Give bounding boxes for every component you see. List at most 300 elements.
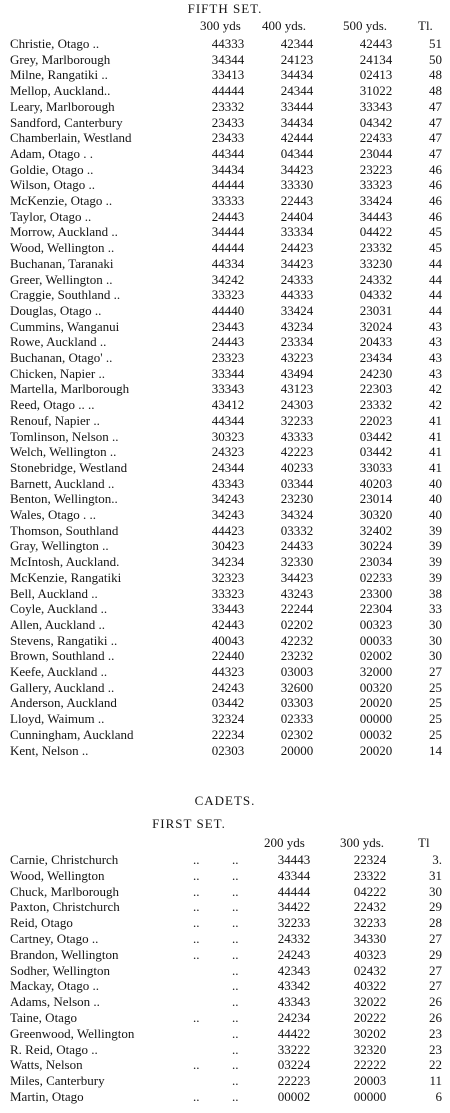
score-300: 23433 [211,130,245,146]
competitor-name: McKenzie, Otago .. [10,193,113,208]
total-score: 44 [429,302,442,318]
table-row [0,130,450,146]
table-row [0,115,450,131]
competitor-name: Wood, Wellington .. [10,240,115,256]
total-score: 42 [429,397,442,413]
fifth-col-500: 500 yds. [343,18,388,33]
total-score: 28 [429,915,442,931]
total-score: 41 [429,444,442,460]
score-500: 23300 [359,585,393,601]
total-score: 44 [429,271,442,287]
score-300: 34243 [211,507,245,522]
score-300: 40322 [353,978,387,994]
score-300: 23322 [353,867,387,883]
leader-dots: .. [193,1010,200,1025]
competitor-name: Gallery, Auckland .. [10,679,115,695]
total-score: 30 [429,616,442,632]
score-300: 44333 [211,36,245,51]
competitor-name: Watts, Nelson [10,1057,83,1073]
competitor-name: Sodher, Wellington [10,962,111,978]
table-row [0,868,450,884]
competitor-name: Wales, Otago . .. [10,507,96,522]
score-400: 03003 [280,664,314,679]
score-200: 32233 [277,915,311,931]
score-400: 22443 [280,193,314,208]
score-200: 33222 [277,1041,311,1057]
score-300: 02303 [211,742,245,758]
score-300: 34243 [211,491,245,507]
score-300: 32323 [211,569,245,585]
competitor-name: Cartney, Otago .. [10,931,99,946]
score-300: 30323 [211,428,245,444]
score-400: 20000 [280,742,314,758]
total-score: 30 [429,883,442,899]
total-score: 46 [429,193,442,208]
leader-dots: .. [232,946,239,962]
leader-dots: .. [232,994,239,1010]
score-400: 24344 [280,83,314,99]
table-row [0,460,450,476]
competitor-name: Barnett, Auckland .. [10,475,115,491]
score-200: 00002 [277,1089,311,1104]
score-500: 22433 [359,130,393,146]
table-row [0,538,450,554]
score-300: 22440 [211,648,245,664]
total-score: 26 [429,994,442,1010]
leader-dots: .. [193,1057,200,1073]
score-500: 33323 [359,177,393,193]
total-score: 33 [429,601,442,617]
score-400: 33330 [280,177,314,193]
score-300: 24323 [211,444,245,460]
competitor-name: Greer, Wellington .. [10,271,113,287]
score-400: 33444 [280,98,314,114]
score-300: 34242 [211,271,245,287]
score-300: 20222 [353,1010,387,1025]
table-row [0,633,450,649]
score-400: 22244 [280,601,314,617]
table-row [0,931,450,947]
total-score: 22 [429,1057,442,1073]
score-400: 34324 [280,507,314,522]
score-500: 02413 [359,67,393,83]
score-400: 33424 [280,302,314,318]
score-500: 32402 [359,522,393,538]
score-300: 43343 [211,475,245,491]
competitor-name: Reid, Otago [10,915,73,931]
score-400: 33334 [280,224,314,240]
table-row [0,947,450,963]
competitor-name: Milne, Rangatiki .. [10,67,108,83]
table-row [0,1042,450,1058]
competitor-name: Douglas, Otago .. [10,302,102,318]
score-300: 23433 [211,114,245,130]
score-300: 24443 [211,334,245,350]
competitor-name: Paxton, Christchurch [10,899,120,915]
competitor-name: Taine, Otago [10,1010,77,1025]
leader-dots: .. [193,867,200,883]
table-row [0,146,450,162]
score-300: 34330 [353,931,387,946]
competitor-name: Wilson, Otago .. [10,177,96,193]
score-300: 33413 [211,67,245,83]
score-400: 24423 [280,240,314,256]
score-400: 23334 [280,334,314,350]
competitor-name: Brown, Southland .. [10,648,115,664]
competitor-name: Miles, Canterbury [10,1073,105,1089]
table-row [0,350,450,366]
competitor-name: Goldie, Otago .. [10,161,94,177]
score-400: 32330 [280,554,314,570]
total-score: 45 [429,224,442,240]
table-row [0,978,450,994]
score-300: 32233 [353,915,387,931]
score-400: 34423 [280,161,314,177]
leader-dots: .. [193,915,200,931]
score-300: 30202 [353,1025,387,1041]
table-row [0,319,450,335]
leader-dots: .. [193,946,200,962]
score-500: 30320 [359,507,393,522]
table-row [0,570,450,586]
score-300: 33323 [211,585,245,601]
table-row [0,224,450,240]
competitor-name: Martella, Marlborough [10,381,130,397]
competitor-name: Kent, Nelson .. [10,742,89,758]
table-row [0,523,450,539]
score-200: 34422 [277,899,311,915]
score-500: 04422 [359,224,393,240]
competitor-name: Thomson, Southland [10,522,119,538]
score-500: 00033 [359,632,393,648]
table-row [0,899,450,915]
score-200: 24234 [277,1010,311,1025]
score-300: 40323 [353,946,387,962]
cadets-col-200: 200 yds [264,835,305,850]
score-500: 20020 [359,695,393,711]
total-score: 26 [429,1010,442,1025]
competitor-name: Coyle, Auckland .. [10,601,108,617]
fifth-set-title: FIFTH SET. [187,1,263,16]
total-score: 43 [429,318,442,334]
score-400: 43494 [280,365,314,381]
leader-dots: .. [232,915,239,931]
score-500: 03442 [359,444,393,460]
score-300: 22222 [353,1057,387,1073]
table-row [0,366,450,382]
total-score: 27 [429,978,442,994]
table-row [0,413,450,429]
competitor-name: Cummins, Wanganui [10,318,120,334]
competitor-name: Welch, Wellington .. [10,444,117,460]
table-row [0,1026,450,1042]
total-score: 29 [429,946,442,962]
score-400: 02202 [280,616,314,632]
score-300: 44334 [211,255,245,271]
total-score: 25 [429,711,442,727]
leader-dots: .. [232,931,239,946]
table-row [0,695,450,711]
competitor-name: Wood, Wellington [10,867,105,883]
score-200: 03224 [277,1057,311,1073]
score-500: 33033 [359,459,393,475]
score-400: 24433 [280,538,314,554]
competitor-name: Taylor, Otago .. [10,208,92,224]
score-400: 34434 [280,67,314,83]
total-score: 41 [429,428,442,444]
score-300: 34444 [211,224,245,240]
score-300: 22432 [353,899,387,915]
table-row [0,1089,450,1105]
total-score: 44 [429,287,442,303]
table-row [0,83,450,99]
competitor-name: Lloyd, Waimum .. [10,711,105,727]
score-300: 44323 [211,664,245,679]
competitor-name: Stonebridge, Westland [10,459,128,475]
table-row [0,915,450,931]
competitor-name: Leary, Marlborough [10,98,115,114]
competitor-name: Greenwood, Wellington [10,1025,135,1041]
score-400: 42444 [280,130,314,146]
table-row [0,193,450,209]
table-row [0,36,450,52]
score-300: 00000 [353,1089,387,1104]
score-400: 42232 [280,632,314,648]
score-200: 43342 [277,978,311,994]
score-500: 20433 [359,334,393,350]
score-400: 42344 [280,36,314,51]
total-score: 46 [429,161,442,177]
competitor-name: Christie, Otago .. [10,36,100,51]
table-row [0,397,450,413]
score-400: 03332 [280,522,314,538]
score-400: 03344 [280,475,314,491]
table-row [0,1073,450,1089]
score-200: 43343 [277,994,311,1010]
table-row [0,711,450,727]
score-500: 04342 [359,114,393,130]
score-300: 32320 [353,1041,387,1057]
competitor-name: Buchanan, Taranaki [10,255,114,271]
total-score: 43 [429,365,442,381]
table-row [0,586,450,602]
score-400: 43333 [280,428,314,444]
score-300: 44444 [211,83,245,99]
score-500: 33424 [359,193,393,208]
total-score: 40 [429,491,442,507]
competitor-name: Chuck, Marlborough [10,883,120,899]
total-score: 46 [429,177,442,193]
score-300: 40043 [211,632,245,648]
total-score: 27 [429,962,442,978]
score-500: 23044 [359,145,393,161]
table-row [0,444,450,460]
table-row [0,303,450,319]
score-400: 43234 [280,318,314,334]
leader-dots: .. [232,978,239,994]
competitor-name: Adams, Nelson .. [10,994,100,1010]
leader-dots: .. [232,883,239,899]
total-score: 39 [429,554,442,570]
leader-dots: .. [232,1041,239,1057]
score-300: 34434 [211,161,245,177]
score-400: 24123 [280,51,314,67]
table-row [0,727,450,743]
score-500: 22304 [359,601,393,617]
score-300: 24443 [211,208,245,224]
total-score: 46 [429,208,442,224]
score-300: 44444 [211,177,245,193]
leader-dots: .. [193,899,200,915]
competitor-name: Morrow, Auckland .. [10,224,118,240]
score-500: 02233 [359,569,393,585]
table-row [0,272,450,288]
total-score: 41 [429,459,442,475]
table-row [0,240,450,256]
score-500: 23014 [359,491,393,507]
score-400: 02302 [280,726,314,742]
competitor-name: Cunningham, Auckland [10,726,134,742]
competitor-name: Brandon, Wellington [10,946,119,962]
score-400: 23232 [280,648,314,664]
score-400: 43243 [280,585,314,601]
score-500: 32000 [359,664,393,679]
score-500: 23031 [359,302,393,318]
total-score: 27 [429,664,442,679]
score-300: 44444 [211,240,245,256]
score-500: 40203 [359,475,393,491]
total-score: 43 [429,334,442,350]
cadets-col-300: 300 yds. [340,835,385,850]
table-row [0,334,450,350]
table-row [0,52,450,68]
score-300: 23323 [211,350,245,365]
total-score: 23 [429,1041,442,1057]
score-400: 40233 [280,459,314,475]
leader-dots: .. [193,883,200,899]
score-300: 44344 [211,145,245,161]
leader-dots: .. [232,867,239,883]
score-200: 34443 [277,852,311,867]
score-500: 23332 [359,240,393,256]
score-400: 32233 [280,412,314,428]
leader-dots: .. [232,899,239,915]
table-row [0,162,450,178]
total-score: 40 [429,475,442,491]
leader-dots: .. [232,962,239,978]
score-300: 32022 [353,994,387,1010]
score-300: 44344 [211,412,245,428]
table-row [0,1010,450,1026]
table-row [0,256,450,272]
score-500: 34443 [359,208,393,224]
score-500: 33343 [359,98,393,114]
fifth-col-total: Tl. [418,18,433,33]
score-200: 43344 [277,867,311,883]
competitor-name: Carnie, Christchurch [10,852,119,867]
competitor-name: Grey, Marlborough [10,51,111,67]
total-score: 47 [429,145,442,161]
score-500: 23034 [359,554,393,570]
table-row [0,429,450,445]
score-300: 33344 [211,365,245,381]
competitor-name: Tomlinson, Nelson .. [10,428,119,444]
total-score: 27 [429,931,442,946]
leader-dots: .. [232,1025,239,1041]
score-500: 02002 [359,648,393,664]
competitor-name: Martin, Otago [10,1089,84,1104]
score-500: 00032 [359,726,393,742]
table-row [0,287,450,303]
table-row [0,994,450,1010]
competitor-name: Stevens, Rangatiki .. [10,632,118,648]
table-row [0,554,450,570]
competitor-name: Gray, Wellington .. [10,538,109,554]
total-score: 47 [429,114,442,130]
table-row [0,99,450,115]
score-500: 03442 [359,428,393,444]
total-score: 51 [429,36,442,51]
leader-dots: .. [232,1010,239,1025]
total-score: 48 [429,67,442,83]
score-400: 34423 [280,569,314,585]
score-300: 32324 [211,711,245,727]
score-200: 44422 [277,1025,311,1041]
score-500: 24134 [359,51,393,67]
leader-dots: .. [193,1089,200,1104]
score-400: 32600 [280,679,314,695]
score-300: 34344 [211,51,245,67]
table-row [0,1057,450,1073]
score-400: 02333 [280,711,314,727]
score-400: 24303 [280,397,314,413]
total-score: 23 [429,1025,442,1041]
table-row [0,617,450,633]
total-score: 50 [429,51,442,67]
score-200: 24332 [277,931,311,946]
competitor-name: Sandford, Canterbury [10,114,123,130]
competitor-name: Keefe, Auckland .. [10,664,108,679]
total-score: 42 [429,381,442,397]
total-score: 25 [429,695,442,711]
competitor-name: Rowe, Auckland .. [10,334,107,350]
score-500: 00323 [359,616,393,632]
table-row [0,177,450,193]
score-300: 24243 [211,679,245,695]
competitor-name: Chamberlain, Westland [10,130,132,146]
table-row [0,476,450,492]
score-300: 23443 [211,318,245,334]
score-400: 44333 [280,287,314,303]
leader-dots: .. [232,1057,239,1073]
score-200: 24243 [277,946,311,962]
table-row [0,648,450,664]
score-200: 22223 [277,1073,311,1089]
total-score: 40 [429,507,442,522]
competitor-name: McIntosh, Auckland. [10,554,120,570]
score-500: 23223 [359,161,393,177]
cadets-title: CADETS. [194,793,256,808]
competitor-name: Reed, Otago .. .. [10,397,95,413]
score-300: 22234 [211,726,245,742]
fifth-col-400: 400 yds. [262,18,307,33]
score-500: 20020 [359,742,393,758]
score-300: 44423 [211,522,245,538]
score-500: 24332 [359,271,393,287]
table-row [0,680,450,696]
leader-dots: .. [232,1073,239,1089]
score-400: 34434 [280,114,314,130]
